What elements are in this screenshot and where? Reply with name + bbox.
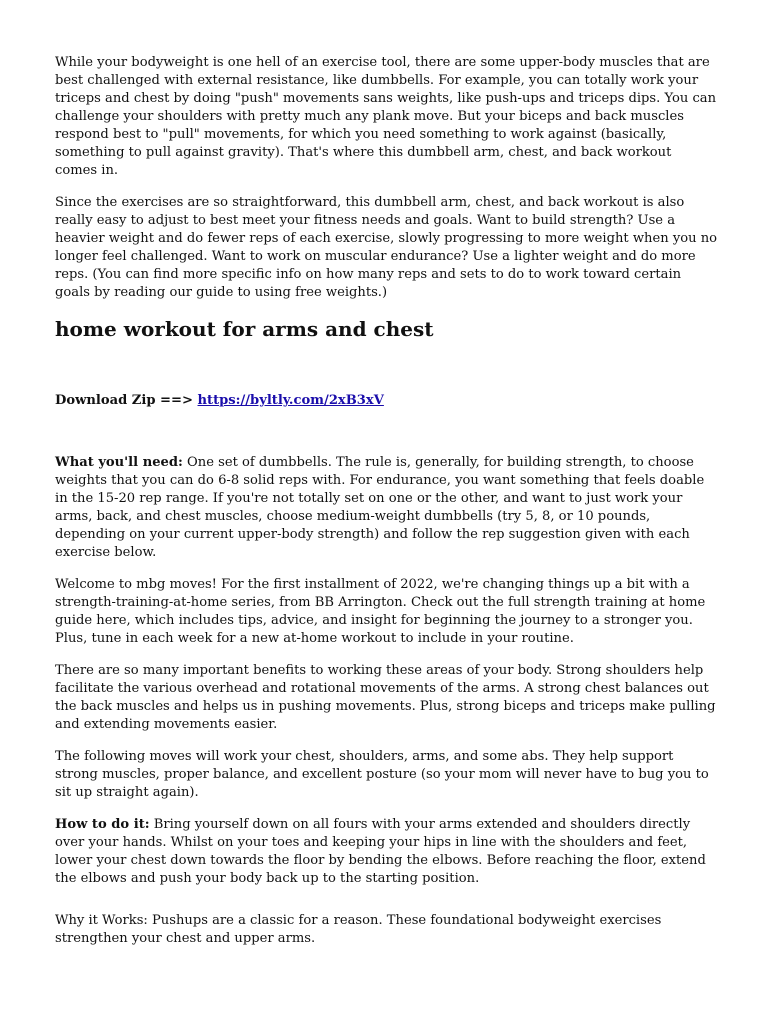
download-label: Download Zip ==> (55, 393, 193, 408)
why-paragraph: Why it Works: Pushups are a classic for a reason. These foundational bodyweight exercises strengthen your chest and upper arms. (55, 913, 662, 946)
document-page (55, 54, 717, 962)
benefits-paragraph: There are so many important benefits to working these areas of your body. Strong shoulders help facilitate the various overhead and rotational movements of the arms. A strong chest balances out the back muscles and helps us in pushing movements. Plus, strong biceps and triceps make pulling and extending movements easier. (55, 663, 716, 732)
download-line (55, 392, 717, 410)
section-heading: home workout for arms and chest (55, 317, 434, 341)
download-link[interactable]: https://byltly.com/2xB3xV (197, 393, 384, 408)
intro-paragraph: While your bodyweight is one hell of an exercise tool, there are some upper-body muscles that are best challenged with external resistance, like dumbbells. For example, you can totally work your triceps and chest by doing "push" movements sans weights, like push-ups and triceps dips. You can challenge your shoulders with pretty much any plank move. But your biceps and back muscles respond best to "pull" movements, for which you need something to work against (basically, something to pull against gravity). That's where this dumbbell arm, chest, and back workout comes in. (55, 55, 717, 178)
moves-paragraph: The following moves will work your chest, shoulders, arms, and some abs. They help support strong muscles, proper balance, and excellent posture (so your mom will never have to bug you to sit up straight again). (55, 749, 709, 800)
adjust-paragraph: Since the exercises are so straightforward, this dumbbell arm, chest, and back workout is also really easy to adjust to best meet your fitness needs and goals. Want to build strength? Use a heavier weight and do fewer reps of each exercise, slowly progressing to more weight when you no longer feel challenged. Want to work on muscular endurance? Use a lighter weight and do more reps. (You can find more specific info on how many reps and sets to do to work toward certain goals by reading our guide to using free weights.) (55, 195, 718, 300)
howto-label: How to do it: (55, 817, 150, 832)
howto-paragraph (55, 816, 717, 888)
howto-text: Bring yourself down on all fours with your arms extended and shoulders directly over your hands. Whilst on your toes and keeping your hips in line with the shoulders and feet, lower your chest down towards the floor by bending the elbows. Before reaching the floor, extend the elbows and push your body back up to the starting position. (55, 817, 706, 886)
welcome-paragraph: Welcome to mbg moves! For the first installment of 2022, we're changing things up a bit with a strength-training-at-home series, from BB Arrington. Check out the full strength training at home guide here, which includes tips, advice, and insight for beginning the journey to a stronger you. Plus, tune in each week for a new at-home workout to include in your routine. (55, 577, 706, 646)
need-text: One set of dumbbells. The rule is, generally, for building strength, to choose weights that you can do 6-8 solid reps with. For endurance, you want something that feels doable in the 15-20 rep range. If you're not totally set on one or the other, and want to just work your arms, back, and chest muscles, choose medium-weight dumbbells (try 5, 8, or 10 pounds, depending on your current upper-body strength) and follow the rep suggestion given with each exercise below. (55, 455, 705, 560)
need-paragraph (55, 454, 717, 562)
need-label: What you'll need: (55, 455, 183, 470)
